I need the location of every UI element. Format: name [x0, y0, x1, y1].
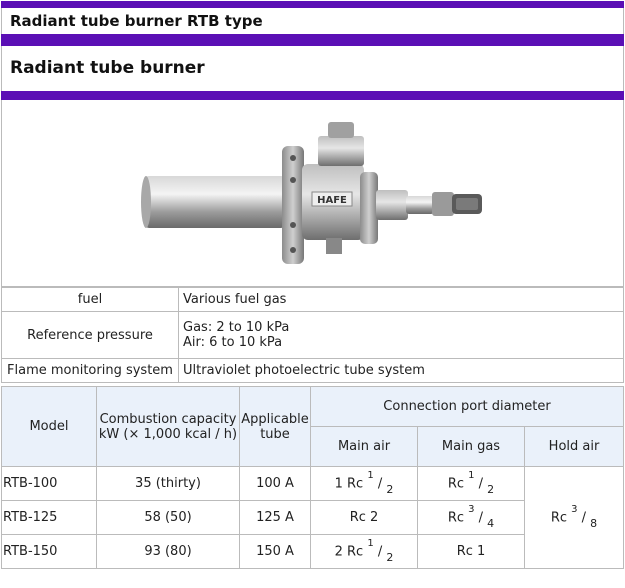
hold-air-whole: Rc [550, 509, 567, 525]
spec-value: Ultraviolet photoelectric tube system [179, 359, 624, 383]
header-row [2, 387, 624, 427]
main-air-whole: Rc 2 [349, 510, 379, 525]
col-capacity: Combustion capacity kW (× 1,000 kcal / h) [97, 387, 240, 467]
main-air-whole: 2 Rc [334, 543, 364, 559]
product-page [1, 1, 624, 586]
product-photo [1, 100, 624, 287]
main-air-cell: 1 Rc $^1$ / $_2$ [311, 467, 418, 501]
main-air-cell [311, 501, 418, 535]
spec-row-pressure [2, 312, 624, 359]
main-gas-num: 3 [468, 503, 475, 515]
spec-row-fuel [2, 288, 624, 312]
main-air-cell: 2 Rc $^1$ / $_2$ [311, 535, 418, 569]
main-gas-cell: Rc $^1$ / $_2$ [418, 467, 525, 501]
main-gas-num: 1 [468, 469, 475, 481]
spec-label: fuel [2, 288, 179, 312]
main-air-num: 1 [367, 537, 374, 549]
air-pressure: Air: 6 to 10 kPa [183, 335, 283, 350]
logo-plate: HAFE [317, 195, 347, 206]
tube-cell: 125 A [240, 501, 311, 535]
main-air-den: 2 [386, 551, 394, 565]
spec-value [179, 312, 624, 359]
spec-table [1, 287, 624, 383]
capacity-cell: 93 (80) [97, 535, 240, 569]
spec-label: Reference pressure [2, 312, 179, 359]
model-cell: RTB-150 [2, 535, 97, 569]
main-gas-whole: Rc [447, 475, 464, 491]
top-accent-bar [1, 1, 624, 8]
main-air-den: 2 [386, 483, 394, 497]
hold-air-num: 3 [571, 503, 578, 515]
col-main-gas: Main gas [418, 427, 525, 467]
main-gas-cell [418, 535, 525, 569]
tube-cell: 150 A [240, 535, 311, 569]
main-air-whole: 1 Rc [334, 475, 364, 491]
main-gas-den: 2 [487, 483, 495, 497]
spec-row-flame [2, 359, 624, 383]
main-gas-whole: Rc 1 [456, 544, 486, 559]
col-connection: Connection port diameter [311, 387, 624, 427]
capacity-cell: 58 (50) [97, 501, 240, 535]
model-cell: RTB-100 [2, 467, 97, 501]
product-title: Radiant tube burner RTB type [1, 8, 624, 34]
model-cell: RTB-125 [2, 501, 97, 535]
hold-air-den: 8 [590, 517, 598, 531]
spec-label: Flame monitoring system [2, 359, 179, 383]
capacity-cell: 35 (thirty) [97, 467, 240, 501]
accent-bar [1, 34, 624, 46]
main-gas-cell: Rc $^3$ / $_4$ [418, 501, 525, 535]
gas-pressure: Gas: 2 to 10 kPa [183, 320, 290, 335]
col-tube: Applicable tube [240, 387, 311, 467]
table-row [2, 467, 624, 501]
accent-bar-lower [1, 91, 624, 100]
spec-value: Various fuel gas [179, 288, 624, 312]
main-gas-den: 4 [487, 517, 495, 531]
main-air-num: 1 [367, 469, 374, 481]
section-heading: Radiant tube burner [1, 46, 624, 91]
main-gas-whole: Rc [447, 509, 464, 525]
model-table [1, 386, 624, 569]
burner-image [2, 100, 623, 286]
col-hold-air: Hold air [525, 427, 624, 467]
col-model: Model [2, 387, 97, 467]
col-main-air: Main air [311, 427, 418, 467]
hold-air-cell: Rc $^3$ / $_8$ [525, 467, 624, 569]
tube-cell: 100 A [240, 467, 311, 501]
